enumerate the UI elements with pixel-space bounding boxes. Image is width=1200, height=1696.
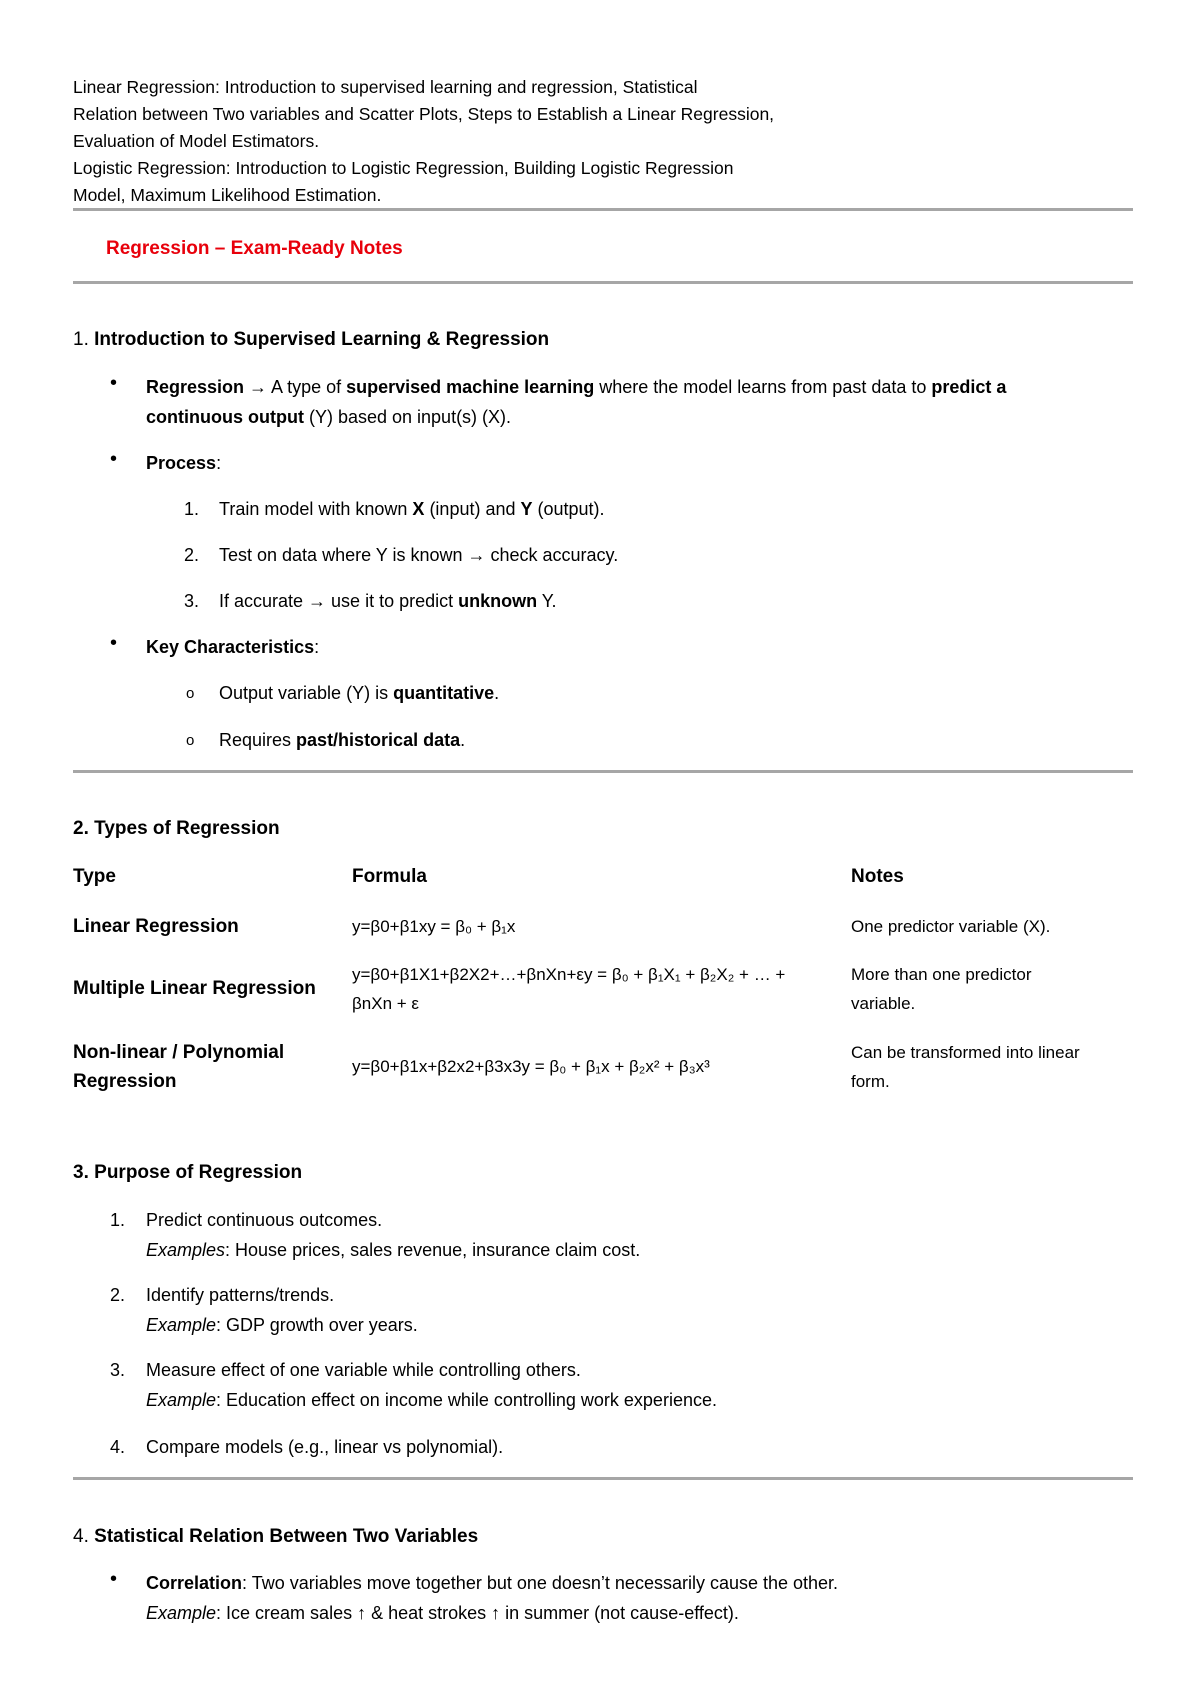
emphasis: unknown	[458, 591, 538, 611]
section-number: 1.	[73, 329, 89, 350]
bullet-icon: •	[110, 448, 118, 470]
step-number: 2.	[184, 545, 200, 565]
text: → A type of	[244, 377, 347, 397]
table-cell-formula: y=β0+β1x+β2x2+β3x3y = β₀ + β₁x + β₂x² + β₃x³	[352, 1057, 710, 1076]
list-item	[146, 1280, 1106, 1340]
intro-paragraph	[73, 74, 1133, 209]
bullet-icon: •	[110, 1568, 118, 1590]
step-number: 1.	[110, 1210, 126, 1230]
circle-bullet-icon: o	[186, 685, 195, 702]
text: Two variables move together but one doesn’t necessarily cause the other.	[247, 1573, 839, 1593]
notes-line: More than one predictor	[851, 965, 1032, 984]
circle-bullet-icon: o	[186, 732, 195, 749]
table-cell-formula	[352, 960, 842, 1018]
list-item	[146, 372, 1121, 432]
emphasis: supervised machine learning	[346, 377, 595, 397]
item-text: Predict continuous outcomes.	[146, 1210, 383, 1230]
table-header: Notes	[851, 866, 904, 887]
section-title: Purpose of Regression	[94, 1162, 303, 1183]
example-label: Example	[146, 1603, 217, 1623]
divider	[73, 1477, 1133, 1480]
intro-line: Model, Maximum Likelihood Estimation.	[73, 185, 382, 205]
section-number: 4.	[73, 1526, 89, 1547]
list-item	[219, 725, 465, 755]
section-title: Introduction to Supervised Learning & Regression	[94, 329, 550, 350]
table-cell-notes	[851, 1038, 1080, 1096]
text: (output).	[532, 499, 605, 519]
section-number: 3.	[73, 1162, 89, 1183]
example-text: : House prices, sales revenue, insurance claim cost.	[225, 1240, 641, 1260]
term: Process	[146, 453, 217, 473]
emphasis: X	[412, 499, 425, 519]
bullet-icon: •	[110, 372, 118, 394]
correlation-line	[146, 1568, 1126, 1598]
text: If accurate → use it to predict	[219, 591, 459, 611]
step-number: 3.	[110, 1360, 126, 1380]
text: .	[460, 730, 466, 750]
section-title: Types of Regression	[94, 818, 280, 839]
divider	[73, 770, 1133, 773]
example-text: : Education effect on income while controlling work experience.	[216, 1390, 717, 1410]
divider	[73, 281, 1133, 284]
list-item	[146, 1568, 1126, 1628]
item-text: Identify patterns/trends.	[146, 1285, 335, 1305]
type-line: Regression	[73, 1071, 177, 1092]
table-cell-type	[73, 1038, 284, 1096]
list-item	[146, 632, 319, 662]
list-item	[146, 1205, 1106, 1265]
list-item	[146, 448, 221, 478]
list-item	[219, 586, 556, 616]
example-line	[146, 1598, 1126, 1628]
example-line	[146, 1310, 1106, 1340]
example-label: Examples	[146, 1240, 226, 1260]
term: Regression	[146, 377, 245, 397]
intro-line: Evaluation of Model Estimators.	[73, 131, 320, 151]
notes-line: variable.	[851, 994, 916, 1013]
notes-line: form.	[851, 1072, 890, 1091]
notes-line: Can be transformed into linear	[851, 1043, 1080, 1062]
text: (input) and	[424, 499, 521, 519]
section-heading-1	[73, 329, 549, 351]
list-item: Test on data where Y is known → check accuracy.	[219, 545, 619, 565]
section-title: Statistical Relation Between Two Variables	[94, 1526, 479, 1547]
text: Output variable (Y) is	[219, 683, 394, 703]
list-item	[219, 678, 499, 708]
bullet-icon: •	[110, 632, 118, 654]
text: Requires	[219, 730, 297, 750]
text: :	[216, 453, 222, 473]
type-line: Non-linear / Polynomial	[73, 1042, 285, 1063]
table-cell-type: Multiple Linear Regression	[73, 978, 316, 999]
text: .	[494, 683, 500, 703]
example-text: : Ice cream sales ↑ & heat strokes ↑ in summer (not cause-effect).	[216, 1603, 739, 1623]
table-cell-notes: One predictor variable (X).	[851, 917, 1051, 936]
text: Train model with known	[219, 499, 413, 519]
intro-line: Relation between Two variables and Scatter Plots, Steps to Establish a Linear Regression,	[73, 104, 775, 124]
page-title: Regression – Exam-Ready Notes	[106, 238, 403, 259]
formula-line: y=β0+β1X1+β2X2+…+βnXn+εy = β₀ + β₁X₁ + β₂X₂ + … +	[352, 965, 786, 984]
text: (Y) based on input(s) (X).	[303, 407, 512, 427]
table-header: Type	[73, 866, 116, 887]
term: Key Characteristics	[146, 637, 315, 657]
emphasis: past/historical data	[296, 730, 461, 750]
section-heading-3	[73, 1162, 302, 1184]
section-number: 2.	[73, 818, 89, 839]
emphasis: continuous output	[146, 407, 304, 427]
table-cell-type: Linear Regression	[73, 916, 239, 937]
table-cell-notes	[851, 960, 1032, 1018]
list-item: Compare models (e.g., linear vs polynomial).	[146, 1437, 504, 1457]
divider	[73, 208, 1133, 211]
example-label: Example	[146, 1390, 217, 1410]
text: :	[314, 637, 320, 657]
formula-line: βnXn + ε	[352, 994, 419, 1013]
section-heading-2	[73, 818, 280, 840]
item-text: Measure effect of one variable while controlling others.	[146, 1360, 581, 1380]
section-heading-4	[73, 1526, 478, 1548]
step-number: 3.	[184, 591, 200, 611]
text: Y.	[537, 591, 557, 611]
emphasis: quantitative	[393, 683, 495, 703]
list-item	[219, 494, 605, 524]
step-number: 4.	[110, 1437, 126, 1457]
step-number: 1.	[184, 499, 200, 519]
table-cell-formula: y=β0+β1xy = β₀ + β₁x	[352, 917, 516, 936]
emphasis: Y	[520, 499, 533, 519]
example-text: : GDP growth over years.	[216, 1315, 418, 1335]
text: where the model learns from past data to	[594, 377, 932, 397]
table-header: Formula	[352, 866, 427, 887]
term: Correlation	[146, 1573, 243, 1593]
intro-line: Linear Regression: Introduction to supervised learning and regression, Statistical	[73, 77, 698, 97]
emphasis: predict a	[931, 377, 1007, 397]
step-number: 2.	[110, 1285, 126, 1305]
example-line	[146, 1385, 1106, 1415]
list-item	[146, 1355, 1106, 1415]
example-line	[146, 1235, 1106, 1265]
example-label: Example	[146, 1315, 217, 1335]
intro-line: Logistic Regression: Introduction to Logistic Regression, Building Logistic Regression	[73, 158, 734, 178]
text: :	[242, 1573, 248, 1593]
